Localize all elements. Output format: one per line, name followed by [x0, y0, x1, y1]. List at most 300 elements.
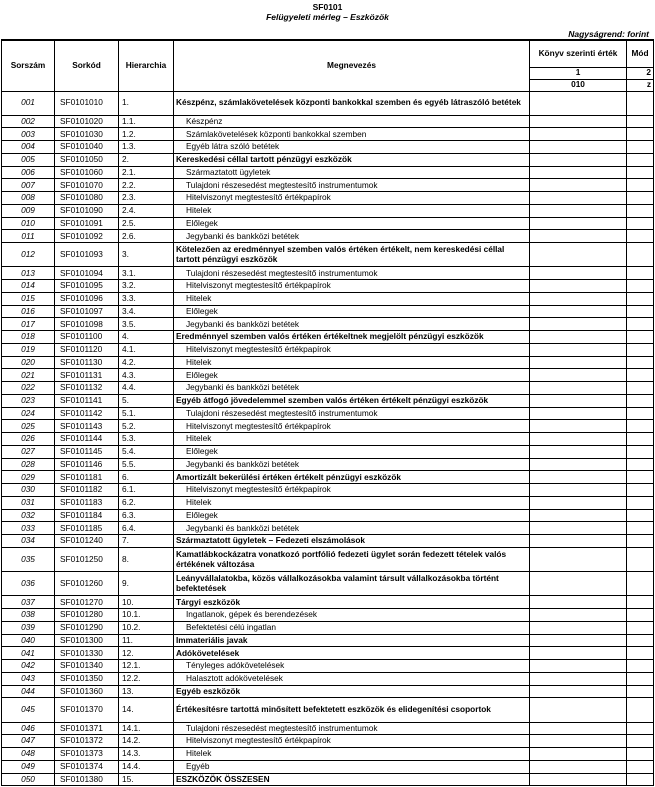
- book-value-cell[interactable]: [530, 522, 627, 535]
- mode-cell[interactable]: [627, 153, 654, 166]
- table-row: [2, 660, 654, 673]
- row-number: 015: [2, 292, 55, 305]
- row-code: SF0101370: [55, 698, 119, 722]
- book-value-cell[interactable]: [530, 192, 627, 205]
- row-name: Előlegek: [174, 369, 530, 382]
- row-code: SF0101340: [55, 660, 119, 673]
- col-header-konyv: Könyv szerinti érték: [530, 40, 627, 67]
- table-row: [2, 773, 654, 786]
- row-name: Kereskedési céllal tartott pénzügyi eszközök: [174, 153, 530, 166]
- row-number: 029: [2, 471, 55, 484]
- book-value-cell[interactable]: [530, 115, 627, 128]
- row-code: SF0101060: [55, 166, 119, 179]
- row-code: SF0101260: [55, 572, 119, 596]
- row-code: SF0101030: [55, 128, 119, 141]
- row-name: Hitelviszonyt megtestesítő értékpapírok: [174, 735, 530, 748]
- book-value-cell[interactable]: [530, 722, 627, 735]
- table-row: [2, 331, 654, 344]
- row-code: SF0101183: [55, 496, 119, 509]
- row-hierarchy: 14.3.: [119, 748, 174, 761]
- mode-cell[interactable]: [627, 547, 654, 571]
- col-header-megnevezes: Megnevezés: [174, 40, 530, 91]
- table-row: [2, 204, 654, 217]
- table-row: [2, 343, 654, 356]
- book-value-cell[interactable]: [530, 292, 627, 305]
- row-name: Előlegek: [174, 305, 530, 318]
- row-name: Egyéb látra szóló betétek: [174, 141, 530, 154]
- row-hierarchy: 4.1.: [119, 343, 174, 356]
- table-row: [2, 609, 654, 622]
- row-hierarchy: 13.: [119, 685, 174, 698]
- table-row: [2, 128, 654, 141]
- table-row: [2, 596, 654, 609]
- book-value-cell[interactable]: [530, 179, 627, 192]
- book-value-cell[interactable]: [530, 634, 627, 647]
- row-name: Hitelek: [174, 356, 530, 369]
- row-code: SF0101143: [55, 420, 119, 433]
- book-value-cell[interactable]: [530, 267, 627, 280]
- row-name: Számlakövetelések központi bankokkal szemben: [174, 128, 530, 141]
- book-value-cell[interactable]: [530, 484, 627, 497]
- row-name: Értékesítésre tartottá minősített befektetett eszközök és elidegenítési csoportok: [174, 698, 530, 722]
- table-row: [2, 230, 654, 243]
- book-value-cell[interactable]: [530, 369, 627, 382]
- table-row: [2, 217, 654, 230]
- mode-cell[interactable]: [627, 634, 654, 647]
- row-hierarchy: 3.5.: [119, 318, 174, 331]
- row-hierarchy: 5.1.: [119, 407, 174, 420]
- book-value-cell[interactable]: [530, 141, 627, 154]
- row-code: SF0101181: [55, 471, 119, 484]
- book-value-cell[interactable]: [530, 471, 627, 484]
- table-row: [2, 496, 654, 509]
- row-name: Adókövetelések: [174, 647, 530, 660]
- book-value-cell[interactable]: [530, 243, 627, 267]
- mode-cell[interactable]: [627, 509, 654, 522]
- table-row: [2, 382, 654, 395]
- book-value-cell[interactable]: [530, 420, 627, 433]
- row-number: 001: [2, 91, 55, 115]
- mode-cell[interactable]: [627, 267, 654, 280]
- mode-cell[interactable]: [627, 179, 654, 192]
- row-hierarchy: 2.2.: [119, 179, 174, 192]
- book-value-cell[interactable]: [530, 621, 627, 634]
- table-row: [2, 407, 654, 420]
- book-value-cell[interactable]: [530, 331, 627, 344]
- row-code: SF0101040: [55, 141, 119, 154]
- row-hierarchy: 6.2.: [119, 496, 174, 509]
- row-hierarchy: 8.: [119, 547, 174, 571]
- mode-cell[interactable]: [627, 343, 654, 356]
- mode-cell[interactable]: [627, 722, 654, 735]
- book-value-cell[interactable]: [530, 230, 627, 243]
- mode-cell[interactable]: [627, 522, 654, 535]
- table-row: [2, 91, 654, 115]
- table-row: [2, 484, 654, 497]
- row-number: 002: [2, 115, 55, 128]
- row-code: SF0101100: [55, 331, 119, 344]
- row-number: 038: [2, 609, 55, 622]
- row-code: SF0101142: [55, 407, 119, 420]
- table-row: [2, 698, 654, 722]
- row-code: SF0101020: [55, 115, 119, 128]
- book-value-cell[interactable]: [530, 128, 627, 141]
- row-hierarchy: 14.2.: [119, 735, 174, 748]
- row-code: SF0101182: [55, 484, 119, 497]
- mode-cell[interactable]: [627, 204, 654, 217]
- table-row: [2, 685, 654, 698]
- book-value-cell[interactable]: [530, 280, 627, 293]
- book-value-cell[interactable]: [530, 572, 627, 596]
- row-number: 047: [2, 735, 55, 748]
- row-number: 020: [2, 356, 55, 369]
- mode-cell[interactable]: [627, 407, 654, 420]
- col-code-konyv: 010: [530, 79, 627, 91]
- row-hierarchy: 1.2.: [119, 128, 174, 141]
- table-row: [2, 722, 654, 735]
- table-row: [2, 458, 654, 471]
- row-number: 027: [2, 445, 55, 458]
- row-code: SF0101330: [55, 647, 119, 660]
- mode-cell[interactable]: [627, 458, 654, 471]
- row-name: Hitelviszonyt megtestesítő értékpapírok: [174, 484, 530, 497]
- row-code: SF0101096: [55, 292, 119, 305]
- row-number: 026: [2, 433, 55, 446]
- book-value-cell[interactable]: [530, 217, 627, 230]
- mode-cell[interactable]: [627, 166, 654, 179]
- mode-cell[interactable]: [627, 420, 654, 433]
- book-value-cell[interactable]: [530, 305, 627, 318]
- book-value-cell[interactable]: [530, 535, 627, 548]
- mode-cell[interactable]: [627, 698, 654, 722]
- row-name: Hitelviszonyt megtestesítő értékpapírok: [174, 343, 530, 356]
- row-hierarchy: 11.: [119, 634, 174, 647]
- mode-cell[interactable]: [627, 394, 654, 407]
- table-row: [2, 572, 654, 596]
- row-code: SF0101146: [55, 458, 119, 471]
- book-value-cell[interactable]: [530, 647, 627, 660]
- book-value-cell[interactable]: [530, 407, 627, 420]
- row-name: Ingatlanok, gépek és berendezések: [174, 609, 530, 622]
- mode-cell[interactable]: [627, 292, 654, 305]
- row-number: 034: [2, 535, 55, 548]
- row-code: SF0101300: [55, 634, 119, 647]
- row-hierarchy: 5.5.: [119, 458, 174, 471]
- row-number: 050: [2, 773, 55, 786]
- row-name: Immateriális javak: [174, 634, 530, 647]
- row-name: Hitelek: [174, 496, 530, 509]
- row-hierarchy: 3.2.: [119, 280, 174, 293]
- table-row: [2, 634, 654, 647]
- form-code: SF0101: [312, 2, 343, 12]
- row-hierarchy: 6.1.: [119, 484, 174, 497]
- mode-cell[interactable]: [627, 369, 654, 382]
- mode-cell[interactable]: [627, 685, 654, 698]
- row-number: 041: [2, 647, 55, 660]
- row-code: SF0101372: [55, 735, 119, 748]
- table-row: [2, 621, 654, 634]
- row-name: Kamatlábkockázatra vonatkozó portfólió fedezeti ügylet során fedezett tételek valós értékének változása: [174, 547, 530, 571]
- row-number: 009: [2, 204, 55, 217]
- table-row: [2, 647, 654, 660]
- book-value-cell[interactable]: [530, 685, 627, 698]
- table-row: [2, 672, 654, 685]
- row-number: 008: [2, 192, 55, 205]
- book-value-cell[interactable]: [530, 760, 627, 773]
- book-value-cell[interactable]: [530, 496, 627, 509]
- row-name: Jegybanki és bankközi betétek: [174, 318, 530, 331]
- row-name: Tényleges adókövetelések: [174, 660, 530, 673]
- book-value-cell[interactable]: [530, 596, 627, 609]
- row-number: 003: [2, 128, 55, 141]
- row-name: Hitelek: [174, 204, 530, 217]
- table-row: [2, 318, 654, 331]
- row-code: SF0101130: [55, 356, 119, 369]
- row-code: SF0101080: [55, 192, 119, 205]
- mode-cell[interactable]: [627, 356, 654, 369]
- row-code: SF0101144: [55, 433, 119, 446]
- table-row: [2, 522, 654, 535]
- row-code: SF0101120: [55, 343, 119, 356]
- row-number: 024: [2, 407, 55, 420]
- row-code: SF0101185: [55, 522, 119, 535]
- book-value-cell[interactable]: [530, 153, 627, 166]
- row-code: SF0101070: [55, 179, 119, 192]
- mode-cell[interactable]: [627, 484, 654, 497]
- mode-cell[interactable]: [627, 243, 654, 267]
- row-number: 014: [2, 280, 55, 293]
- row-code: SF0101374: [55, 760, 119, 773]
- row-name: Származtatott ügyletek: [174, 166, 530, 179]
- mode-cell[interactable]: [627, 672, 654, 685]
- row-hierarchy: 1.1.: [119, 115, 174, 128]
- mode-cell[interactable]: [627, 433, 654, 446]
- table-row: [2, 280, 654, 293]
- row-code: SF0101280: [55, 609, 119, 622]
- row-name: Készpénz: [174, 115, 530, 128]
- table-row: [2, 305, 654, 318]
- table-row: [2, 547, 654, 571]
- row-name: Tulajdoni részesedést megtestesítő instrumentumok: [174, 267, 530, 280]
- col-header-mod: Mód: [627, 40, 654, 67]
- book-value-cell[interactable]: [530, 735, 627, 748]
- table-row: [2, 179, 654, 192]
- row-code: SF0101091: [55, 217, 119, 230]
- row-number: 033: [2, 522, 55, 535]
- row-hierarchy: 3.3.: [119, 292, 174, 305]
- book-value-cell[interactable]: [530, 445, 627, 458]
- book-value-cell[interactable]: [530, 382, 627, 395]
- col-header-sorkod: Sorkód: [55, 40, 119, 91]
- book-value-cell[interactable]: [530, 458, 627, 471]
- row-name: Jegybanki és bankközi betétek: [174, 230, 530, 243]
- row-hierarchy: 5.4.: [119, 445, 174, 458]
- mode-cell[interactable]: [627, 115, 654, 128]
- row-number: 004: [2, 141, 55, 154]
- row-code: SF0101097: [55, 305, 119, 318]
- mode-cell[interactable]: [627, 609, 654, 622]
- mode-cell[interactable]: [627, 748, 654, 761]
- table-row: [2, 267, 654, 280]
- book-value-cell[interactable]: [530, 433, 627, 446]
- row-hierarchy: 2.1.: [119, 166, 174, 179]
- row-number: 019: [2, 343, 55, 356]
- row-number: 048: [2, 748, 55, 761]
- row-hierarchy: 3.4.: [119, 305, 174, 318]
- row-name: Előlegek: [174, 509, 530, 522]
- row-name: Készpénz, számlakövetelések központi bankokkal szemben és egyéb látraszóló betétek: [174, 91, 530, 115]
- table-row: [2, 141, 654, 154]
- mode-cell[interactable]: [627, 331, 654, 344]
- row-code: SF0101373: [55, 748, 119, 761]
- mode-cell[interactable]: [627, 471, 654, 484]
- book-value-cell[interactable]: [530, 773, 627, 786]
- mode-cell[interactable]: [627, 141, 654, 154]
- row-hierarchy: 4.3.: [119, 369, 174, 382]
- row-name: Hitelviszonyt megtestesítő értékpapírok: [174, 420, 530, 433]
- col-index-mod: 2: [627, 67, 654, 79]
- book-value-cell[interactable]: [530, 547, 627, 571]
- mode-cell[interactable]: [627, 572, 654, 596]
- book-value-cell[interactable]: [530, 698, 627, 722]
- row-hierarchy: 15.: [119, 773, 174, 786]
- row-code: SF0101092: [55, 230, 119, 243]
- table-row: [2, 356, 654, 369]
- row-code: SF0101290: [55, 621, 119, 634]
- mode-cell[interactable]: [627, 305, 654, 318]
- table-row: [2, 735, 654, 748]
- unit-label: Nagyságrend: forint: [568, 29, 649, 39]
- row-number: 040: [2, 634, 55, 647]
- row-hierarchy: 10.2.: [119, 621, 174, 634]
- row-name: Jegybanki és bankközi betétek: [174, 458, 530, 471]
- table-row: [2, 509, 654, 522]
- row-number: 030: [2, 484, 55, 497]
- book-value-cell[interactable]: [530, 204, 627, 217]
- table-row: [2, 535, 654, 548]
- row-number: 021: [2, 369, 55, 382]
- row-name: ESZKÖZÖK ÖSSZESEN: [174, 773, 530, 786]
- book-value-cell[interactable]: [530, 91, 627, 115]
- row-hierarchy: 10.1.: [119, 609, 174, 622]
- row-hierarchy: 14.: [119, 698, 174, 722]
- row-hierarchy: 12.: [119, 647, 174, 660]
- row-code: SF0101270: [55, 596, 119, 609]
- row-number: 039: [2, 621, 55, 634]
- row-code: SF0101094: [55, 267, 119, 280]
- row-hierarchy: 3.1.: [119, 267, 174, 280]
- mode-cell[interactable]: [627, 192, 654, 205]
- mode-cell[interactable]: [627, 280, 654, 293]
- row-number: 005: [2, 153, 55, 166]
- row-code: SF0101145: [55, 445, 119, 458]
- row-hierarchy: 9.: [119, 572, 174, 596]
- mode-cell[interactable]: [627, 496, 654, 509]
- row-name: Egyéb: [174, 760, 530, 773]
- mode-cell[interactable]: [627, 382, 654, 395]
- row-number: 028: [2, 458, 55, 471]
- mode-cell[interactable]: [627, 230, 654, 243]
- book-value-cell[interactable]: [530, 609, 627, 622]
- table-row: [2, 153, 654, 166]
- row-name: Kötelezően az eredménnyel szemben valós értéken értékelt, nem kereskedési céllal tartott pénzügyi eszközök: [174, 243, 530, 267]
- table-row: [2, 192, 654, 205]
- table-row: [2, 748, 654, 761]
- book-value-cell[interactable]: [530, 509, 627, 522]
- book-value-cell[interactable]: [530, 166, 627, 179]
- book-value-cell[interactable]: [530, 748, 627, 761]
- row-name: Jegybanki és bankközi betétek: [174, 522, 530, 535]
- row-number: 018: [2, 331, 55, 344]
- mode-cell[interactable]: [627, 318, 654, 331]
- row-name: Hitelviszonyt megtestesítő értékpapírok: [174, 192, 530, 205]
- mode-cell[interactable]: [627, 217, 654, 230]
- row-hierarchy: 4.4.: [119, 382, 174, 395]
- mode-cell[interactable]: [627, 596, 654, 609]
- mode-cell[interactable]: [627, 621, 654, 634]
- book-value-cell[interactable]: [530, 356, 627, 369]
- book-value-cell[interactable]: [530, 343, 627, 356]
- book-value-cell[interactable]: [530, 394, 627, 407]
- mode-cell[interactable]: [627, 91, 654, 115]
- row-hierarchy: 5.2.: [119, 420, 174, 433]
- table-row: [2, 445, 654, 458]
- col-header-hierarchia: Hierarchia: [119, 40, 174, 91]
- row-hierarchy: 6.3.: [119, 509, 174, 522]
- book-value-cell[interactable]: [530, 660, 627, 673]
- row-hierarchy: 1.: [119, 91, 174, 115]
- row-hierarchy: 7.: [119, 535, 174, 548]
- row-number: 049: [2, 760, 55, 773]
- mode-cell[interactable]: [627, 735, 654, 748]
- mode-cell[interactable]: [627, 760, 654, 773]
- table-row: [2, 394, 654, 407]
- row-hierarchy: 2.6.: [119, 230, 174, 243]
- row-hierarchy: 12.2.: [119, 672, 174, 685]
- row-code: SF0101141: [55, 394, 119, 407]
- table-row: [2, 243, 654, 267]
- row-number: 031: [2, 496, 55, 509]
- book-value-cell[interactable]: [530, 672, 627, 685]
- row-hierarchy: 14.4.: [119, 760, 174, 773]
- row-name: Előlegek: [174, 217, 530, 230]
- mode-cell[interactable]: [627, 660, 654, 673]
- row-number: 007: [2, 179, 55, 192]
- book-value-cell[interactable]: [530, 318, 627, 331]
- table-row: [2, 420, 654, 433]
- mode-cell[interactable]: [627, 647, 654, 660]
- row-name: Hitelek: [174, 292, 530, 305]
- row-code: SF0101250: [55, 547, 119, 571]
- row-name: Amortizált bekerülési értéken értékelt pénzügyi eszközök: [174, 471, 530, 484]
- row-number: 043: [2, 672, 55, 685]
- row-name: Befektetési célú ingatlan: [174, 621, 530, 634]
- mode-cell[interactable]: [627, 128, 654, 141]
- form-title: Felügyeleti mérleg – Eszközök: [266, 12, 389, 22]
- row-name: Egyéb eszközök: [174, 685, 530, 698]
- row-name: Tulajdoni részesedést megtestesítő instrumentumok: [174, 722, 530, 735]
- row-number: 022: [2, 382, 55, 395]
- row-hierarchy: 2.: [119, 153, 174, 166]
- row-hierarchy: 6.: [119, 471, 174, 484]
- mode-cell[interactable]: [627, 445, 654, 458]
- mode-cell[interactable]: [627, 773, 654, 786]
- row-code: SF0101131: [55, 369, 119, 382]
- mode-cell[interactable]: [627, 535, 654, 548]
- row-hierarchy: 2.3.: [119, 192, 174, 205]
- row-number: 036: [2, 572, 55, 596]
- row-hierarchy: 4.2.: [119, 356, 174, 369]
